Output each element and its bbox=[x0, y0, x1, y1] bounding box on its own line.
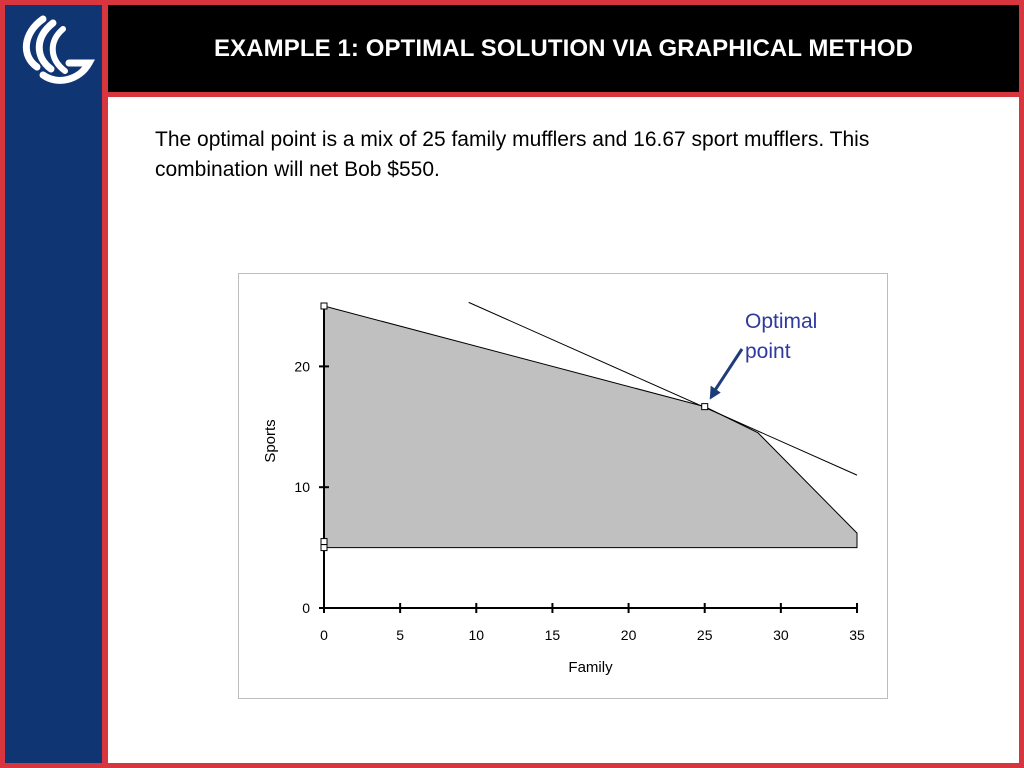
slide-content bbox=[108, 97, 1019, 763]
x-tick-label: 15 bbox=[544, 627, 561, 643]
y-tick-label: 0 bbox=[302, 600, 310, 616]
x-tick-label: 30 bbox=[773, 627, 789, 643]
chart-frame bbox=[238, 273, 888, 699]
x-tick-label: 0 bbox=[320, 627, 328, 643]
chart-svg bbox=[239, 274, 887, 698]
x-tick-label: 35 bbox=[849, 627, 865, 643]
y-tick-label: 10 bbox=[294, 479, 310, 496]
slide-header bbox=[108, 5, 1019, 92]
vertex-marker bbox=[321, 303, 327, 309]
vertex-marker bbox=[321, 545, 327, 551]
y-axis-title: Sports bbox=[262, 419, 279, 463]
vertex-marker bbox=[702, 404, 708, 410]
y-tick-label: 20 bbox=[294, 358, 310, 375]
slide-title: EXAMPLE 1: OPTIMAL SOLUTION VIA GRAPHICAL METHOD bbox=[213, 34, 914, 62]
flame-logo-icon bbox=[13, 11, 97, 95]
annotation-label-line1: Optimal bbox=[745, 310, 818, 333]
x-tick-label: 20 bbox=[620, 627, 637, 643]
x-axis-title: Family bbox=[568, 659, 613, 676]
annotation-arrow-shaft bbox=[715, 349, 742, 391]
slide-body-text: The optimal point is a mix of 25 family mufflers and 16.67 sport mufflers. This combination will net Bob $550. bbox=[155, 128, 870, 181]
x-tick-label: 10 bbox=[468, 627, 485, 643]
sidebar bbox=[5, 5, 102, 763]
x-tick-label: 25 bbox=[696, 627, 713, 643]
x-tick-label: 5 bbox=[396, 627, 405, 643]
vertex-marker bbox=[321, 539, 327, 545]
annotation-label-line2: point bbox=[745, 340, 791, 363]
